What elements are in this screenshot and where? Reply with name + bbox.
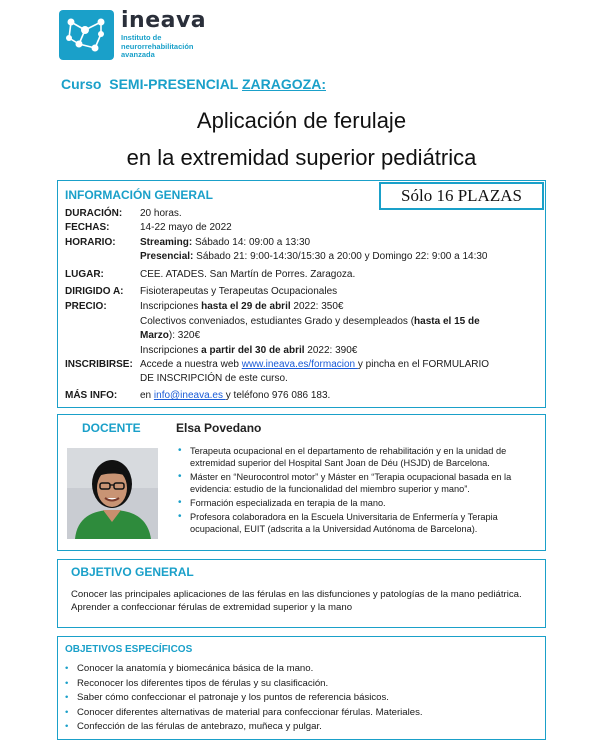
specific-objectives-box — [57, 636, 546, 740]
teacher-heading: DOCENTE — [82, 421, 141, 435]
list-item: • Terapeuta ocupacional en el departamento de rehabilitación y en la unidad de extremidad superior del Hospital Sant Joan de Déu (HSJD) de Barcelona. — [178, 445, 538, 469]
list-item: • Formación especializada en terapia de la mano. — [178, 497, 538, 509]
general-info-heading: INFORMACIÓN GENERAL — [65, 188, 213, 202]
specific-objectives-heading: OBJETIVOS ESPECÍFICOS — [65, 644, 193, 655]
list-item: • Conocer diferentes alternativas de material para confeccionar férulas. Materiales. — [65, 706, 535, 721]
list-item: • Máster en “Neurocontrol motor” y Máster en “Terapia ocupacional basada en la evidencia: estudio de la funcionalidad del miembro superior y mano”. — [178, 471, 538, 495]
teacher-box — [57, 414, 546, 551]
list-item: • Saber cómo confeccionar el patronaje y los puntos de referencia básicos. — [65, 691, 535, 706]
course-line: Curso SEMI-PRESENCIAL ZARAGOZA: — [61, 76, 326, 92]
specific-objectives-list — [65, 662, 535, 735]
teacher-bio-list — [178, 445, 538, 537]
list-item: • Confección de las férulas de antebrazo, muñeca y pulgar. — [65, 720, 535, 735]
logo — [59, 10, 206, 60]
general-objective-heading: OBJETIVO GENERAL — [71, 565, 194, 579]
website-link[interactable]: www.ineava.es/formacion — [241, 359, 358, 370]
general-objective-box — [57, 559, 546, 628]
plazas-badge: Sólo 16 PLAZAS — [379, 182, 544, 210]
general-objective-text: Conocer las principales aplicaciones de las férulas en las disfunciones y patologías de la mano pediátrica. Aprender a confeccionar férulas de extremidad superior y la mano — [71, 589, 522, 613]
general-info-box: INFORMACIÓN GENERAL Sólo 16 PLAZAS DURACIÓN: 20 horas. FECHAS: 14-22 mayo de 2022 HORARIO: Streaming: Sábado 14: 09:00 a 13:30 Presencial: Sábado 21: 9:00-14:30/15:30 a 20:00 y Domingo 22: 9:00 a 14:30 LUGAR: CEE. ATADES. San Martín de Porres. Zaragoza. DIRIGIDO A: Fisioterapeutas y Terapeutas Ocupacionales PRECIO: Inscripciones hasta el 29 de abril 2022: 350€ Colectivos conveniados, estudiantes Grado y desempleados (hasta el 15 de Marzo): 320€ Inscripciones a partir del 30 de abril 2022: 390€ INSCRIBIRSE: Accede a nuestra web www.ineava.es/formacion y pincha en el FORMULARIO DE INSCRIPCIÓN de este curso. MÁS INFO: en info@ineava.es y teléfono 976 086 183. — [57, 180, 546, 408]
teacher-name: Elsa Povedano — [176, 421, 262, 435]
list-item: • Reconocer los diferentes tipos de férulas y su clasificación. — [65, 677, 535, 692]
email-link[interactable]: info@ineava.es — [153, 390, 226, 401]
logo-subtitle: Instituto de neurorrehabilitación avanzada — [121, 33, 194, 60]
list-item: • Conocer la anatomía y biomecánica básica de la mano. — [65, 662, 535, 677]
course-title-line2: en la extremidad superior pediátrica — [126, 145, 477, 170]
list-item: • Profesora colaboradora en la Escuela Universitaria de Enfermería y Terapia ocupacional, EUIT (adscrita a la Universidad Autónoma de Barcelona). — [178, 511, 538, 535]
logo-name: ineava — [121, 8, 207, 34]
teacher-photo — [67, 448, 158, 539]
course-title-line1: Aplicación de ferulaje — [196, 108, 407, 133]
network-logo-icon — [59, 10, 114, 60]
course-city: ZARAGOZA: — [242, 76, 326, 92]
